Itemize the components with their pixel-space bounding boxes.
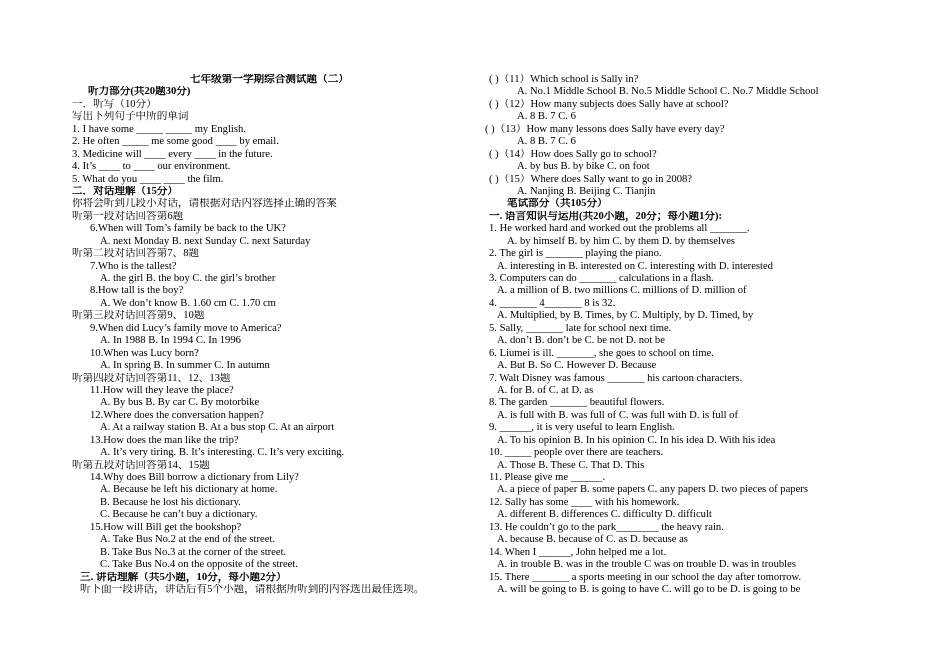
answer-options: A. by bus B. by bike C. on foot xyxy=(517,161,650,173)
part-heading-dictation: 一．听写（10分） xyxy=(72,98,157,110)
section-heading-written: 笔试部分（共105分） xyxy=(507,198,608,210)
question-text: 8.How tall is the boy? xyxy=(90,285,184,297)
answer-options: A. in trouble B. was in the trouble C was on trouble D. was in troubles xyxy=(497,559,796,571)
part-heading-talk: 三. 讲话理解（共5小题，10分，每小题2分） xyxy=(80,571,287,583)
answer-options: A. But B. So C. However D. Because xyxy=(497,360,657,372)
question-text: 3. Computers can do _______ calculations in a flash. xyxy=(489,273,714,284)
question-text: 6.When will Tom’s family be back to the UK? xyxy=(90,223,286,235)
answer-options: A. In 1988 B. In 1994 C. In 1996 xyxy=(100,335,241,347)
answer-options: A. By bus B. By car C. By motorbike xyxy=(100,397,260,409)
dialogue-heading: 听第二段对话回答第7、8题 xyxy=(72,248,200,260)
dictation-item: 4. It’s ____ to ____ our environment. xyxy=(72,161,231,173)
question-text: 14. When I ______, John helped me a lot. xyxy=(489,546,667,558)
question-text: ( )（12）How many subjects does Sally have at school? xyxy=(489,98,729,110)
dictation-item: 5. What do you ____ ____ the film. xyxy=(72,173,224,185)
answer-options: A. different B. differences C. difficulty D. difficult xyxy=(497,509,712,521)
question-text: 15.How will Bill get the bookshop? xyxy=(90,521,242,533)
answer-options: C. Because he can’t buy a dictionary. xyxy=(100,509,258,521)
instruction-text: 写出下列句子中所的单词 xyxy=(72,111,189,123)
dialogue-heading: 听第四段对话回答第11、12、13题 xyxy=(72,372,231,384)
answer-options: A. interesting in B. interested on C. interesting with D. interested xyxy=(497,260,773,272)
question-text: 10.When was Lucy born? xyxy=(90,347,199,359)
answer-options: A. 8 B. 7 C. 6 xyxy=(517,136,576,148)
answer-options: A. Those B. These C. That D. This xyxy=(497,459,645,471)
instruction-text: 听下面一段讲话，讲话后有5个小题，请根据所听到的内容选出最佳选项。 xyxy=(80,583,425,595)
dialogue-heading: 听第一段对话回答第6题 xyxy=(72,210,184,222)
dictation-item: 1. I have some _____ _____ my English. xyxy=(72,123,246,135)
question-text: 10. _____ people over there are teachers. xyxy=(489,447,664,459)
answer-options: A. At a railway station B. At a bus stop C. At an airport xyxy=(100,422,335,434)
question-text: ( )（15）Where does Sally want to go in 2008? xyxy=(489,173,693,185)
question-text: 4. _______ 4_______ 8 is 32. xyxy=(489,297,616,309)
answer-options: C. Take Bus No.4 on the opposite of the street. xyxy=(100,559,298,571)
instruction-text: 你将会听到几段小对话，请根据对话内容选择正确的答案 xyxy=(72,198,337,210)
right-column xyxy=(485,74,889,596)
part-heading-dialogue: 二．对话理解（15分） xyxy=(72,185,178,197)
answer-options: A. It’s very tiring. B. It’s interesting. C. It’s very exciting. xyxy=(100,447,345,459)
exam-title: 七年级第一学期综合测试题（二） xyxy=(190,74,349,85)
question-text: 12.Where does the conversation happen? xyxy=(90,409,264,421)
part-heading-language: 一. 语言知识与运用(共20小题，20分；每小题1分): xyxy=(489,210,723,222)
question-text: 13. He couldn’t go to the park________ the heavy rain. xyxy=(489,521,724,533)
answer-options: A. We don’t know B. 1.60 cm C. 1.70 cm xyxy=(100,297,276,309)
section-heading-listening: 听力部分(共20题30分) xyxy=(88,86,191,98)
question-text: 12. Sally has some ____ with his homework. xyxy=(489,496,680,508)
dialogue-heading: 听第三段对话回答第9、10题 xyxy=(72,310,205,322)
question-text: 13.How does the man like the trip? xyxy=(90,434,239,446)
dictation-item: 3. Medicine will ____ every ____ in the future. xyxy=(72,148,273,160)
answer-options: A. a piece of paper B. some papers C. any papers D. two pieces of papers xyxy=(497,484,808,496)
question-text: 15. There _______ a sports meeting in our school the day after tomorrow. xyxy=(489,571,802,583)
answer-options: B. Because he lost his dictionary. xyxy=(100,496,241,508)
question-text: ( )（11）Which school is Sally in? xyxy=(489,74,639,85)
answer-options: A. by himself B. by him C. by them D. by themselves xyxy=(507,235,736,247)
answer-options: A. is full with B. was full of C. was full with D. is full of xyxy=(497,409,738,421)
question-text: 6. Liumei is ill. _______, she goes to school on time. xyxy=(489,347,714,359)
dialogue-heading: 听第五段对话回答第14、15题 xyxy=(72,459,210,471)
question-text: 14.Why does Bill borrow a dictionary from Lily? xyxy=(90,472,299,483)
answer-options: A. Because he left his dictionary at home. xyxy=(100,484,278,496)
answer-options: A. next Monday B. next Sunday C. next Saturday xyxy=(100,235,311,247)
left-column xyxy=(72,74,472,596)
question-text: 8. The garden _______ beautiful flowers. xyxy=(489,397,665,409)
answer-options: A. a million of B. two millions C. millions of D. million of xyxy=(497,285,747,297)
answer-options: A. don’t B. don’t be C. be not D. not be xyxy=(497,335,665,347)
question-text: 7.Who is the tallest? xyxy=(90,260,177,272)
answer-options: A. Take Bus No.2 at the end of the street. xyxy=(100,534,275,546)
answer-options: A. the girl B. the boy C. the girl’s brother xyxy=(100,273,276,284)
question-text: 9. ______, it is very useful to learn English. xyxy=(489,422,675,434)
answer-options: A. Multiplied, by B. Times, by C. Multiply, by D. Timed, by xyxy=(497,310,754,322)
question-text: 9.When did Lucy’s family move to America? xyxy=(90,322,282,334)
question-text: ( )（14）How does Sally go to school? xyxy=(489,148,657,160)
answer-options: A. will be going to B. is going to have C. will go to be D. is going to be xyxy=(497,583,801,595)
answer-options: A. In spring B. In summer C. In autumn xyxy=(100,360,270,372)
question-text: 2. The girl is _______ playing the piano. xyxy=(489,248,662,260)
answer-options: A. No.1 Middle School B. No.5 Middle School C. No.7 Middle School xyxy=(517,86,819,98)
question-text: 7. Walt Disney was famous _______ his cartoon characters. xyxy=(489,372,743,384)
answer-options: A. for B. of C. at D. as xyxy=(497,384,594,396)
question-text: 5. Sally, _______ late for school next time. xyxy=(489,322,672,334)
question-text: 11. Please give me ______. xyxy=(489,472,606,483)
answer-options: B. Take Bus No.3 at the corner of the street. xyxy=(100,546,287,558)
question-text: 1. He worked hard and worked out the problems all _______. xyxy=(489,223,750,235)
dictation-item: 2. He often _____ me some good ____ by email. xyxy=(72,136,279,148)
answer-options: A. because B. because of C. as D. because as xyxy=(497,534,688,546)
answer-options: A. To his opinion B. In his opinion C. In his idea D. With his idea xyxy=(497,434,776,446)
question-text: ( )（13）How many lessons does Sally have every day? xyxy=(485,123,725,135)
answer-options: A. Nanjing B. Beijing C. Tianjin xyxy=(517,185,656,197)
question-text: 11.How will they leave the place? xyxy=(90,384,234,396)
answer-options: A. 8 B. 7 C. 6 xyxy=(517,111,576,123)
